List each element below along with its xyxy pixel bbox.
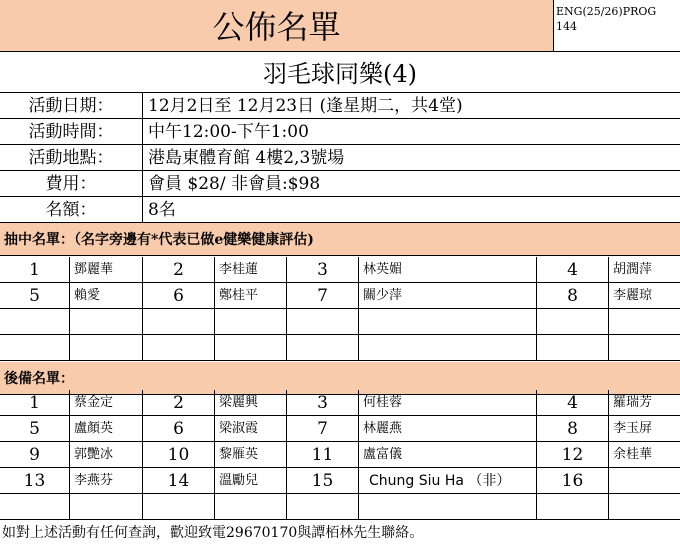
waitlist-heading: 後備名單：	[0, 362, 680, 395]
waitlist-number	[143, 494, 215, 520]
waitlist-number: 14	[143, 468, 215, 494]
waitlist-name: 林麗燕	[359, 416, 537, 442]
waitlist-name	[609, 468, 680, 494]
selected-number: 2	[143, 257, 215, 283]
selected-name	[215, 335, 287, 361]
waitlist-name: 蔡金定	[70, 390, 143, 416]
waitlist-number: 9	[0, 442, 70, 468]
selected-name	[215, 309, 287, 335]
waitlist-name: 盧富儀	[359, 442, 537, 468]
info-label: 活動地點：	[0, 145, 143, 171]
waitlist-name: 黎雁英	[215, 442, 287, 468]
waitlist-name: 羅瑞芳	[609, 390, 680, 416]
selected-name	[359, 309, 537, 335]
waitlist-number: 4	[537, 390, 609, 416]
selected-number: 3	[287, 257, 359, 283]
selected-name: 胡潤萍	[609, 257, 680, 283]
waitlist-name: 溫勵兒	[215, 468, 287, 494]
selected-number: 4	[537, 257, 609, 283]
selected-number: 5	[0, 283, 70, 309]
selected-name: 李麗琼	[609, 283, 680, 309]
info-value: 12月2日至 12月23日 (逢星期二，共4堂)	[143, 93, 680, 119]
waitlist-number: 3	[287, 390, 359, 416]
waitlist-name: 盧顏英	[70, 416, 143, 442]
selected-name: 鄭桂平	[215, 283, 287, 309]
selected-name: 李桂蓮	[215, 257, 287, 283]
program-code-line2: 144	[556, 20, 577, 33]
waitlist-number: 2	[143, 390, 215, 416]
selected-name	[359, 335, 537, 361]
waitlist-name: 李玉屏	[609, 416, 680, 442]
waitlist-name	[609, 494, 680, 520]
selected-number	[143, 335, 215, 361]
waitlist-name: 梁麗興	[215, 390, 287, 416]
selected-name	[70, 309, 143, 335]
waitlist-name: 余桂華	[609, 442, 680, 468]
selected-number	[143, 309, 215, 335]
selected-number	[287, 309, 359, 335]
selected-number: 1	[0, 257, 70, 283]
waitlist-number	[537, 494, 609, 520]
selected-number	[537, 335, 609, 361]
info-value: 港島東體育館 4樓2,3號場	[143, 145, 680, 171]
selected-number	[287, 335, 359, 361]
waitlist-number: 10	[143, 442, 215, 468]
waitlist-number: 7	[287, 416, 359, 442]
selected-name: 賴愛	[70, 283, 143, 309]
selected-name	[609, 309, 680, 335]
selected-number	[0, 335, 70, 361]
waitlist-name: 梁淑霞	[215, 416, 287, 442]
selected-name	[70, 335, 143, 361]
footer-note: 如對上述活動有任何查詢，歡迎致電29670170與譚栢林先生聯絡。	[2, 525, 424, 541]
page-title: 公佈名單	[0, 0, 554, 51]
info-label: 費用：	[0, 171, 143, 197]
waitlist-number	[0, 494, 70, 520]
info-value: 中午12:00-下午1:00	[143, 119, 680, 145]
waitlist-number	[287, 494, 359, 520]
waitlist-name	[359, 494, 537, 520]
selected-number: 7	[287, 283, 359, 309]
info-value: 會員 $28/ 非會員:$98	[143, 171, 680, 197]
waitlist-name: Chung Siu Ha （非）	[359, 468, 537, 494]
info-label: 活動時間：	[0, 119, 143, 145]
waitlist-number: 15	[287, 468, 359, 494]
selected-number: 6	[143, 283, 215, 309]
waitlist-name	[215, 494, 287, 520]
program-code	[556, 4, 680, 34]
waitlist-name: 何桂蓉	[359, 390, 537, 416]
waitlist-number: 13	[0, 468, 70, 494]
waitlist-number: 12	[537, 442, 609, 468]
activity-title: 羽毛球同樂(4)	[0, 51, 680, 93]
selected-name	[609, 335, 680, 361]
selected-number	[537, 309, 609, 335]
waitlist-number: 1	[0, 390, 70, 416]
selected-heading: 抽中名單：（名字旁邊有*代表已做e健樂健康評估)	[0, 223, 680, 256]
selected-number: 8	[537, 283, 609, 309]
waitlist-number: 5	[0, 416, 70, 442]
selected-number	[0, 309, 70, 335]
info-value: 8名	[143, 197, 680, 223]
waitlist-name: 郭艷冰	[70, 442, 143, 468]
waitlist-number: 16	[537, 468, 609, 494]
info-label: 活動日期：	[0, 93, 143, 119]
waitlist-name: 李燕芬	[70, 468, 143, 494]
info-label: 名額：	[0, 197, 143, 223]
program-code-line1: ENG(25/26)PROG	[556, 5, 657, 18]
waitlist-number: 8	[537, 416, 609, 442]
waitlist-number: 6	[143, 416, 215, 442]
selected-name: 林英媚	[359, 257, 537, 283]
selected-name: 關少萍	[359, 283, 537, 309]
selected-name: 鄧麗華	[70, 257, 143, 283]
waitlist-number: 11	[287, 442, 359, 468]
waitlist-name	[70, 494, 143, 520]
